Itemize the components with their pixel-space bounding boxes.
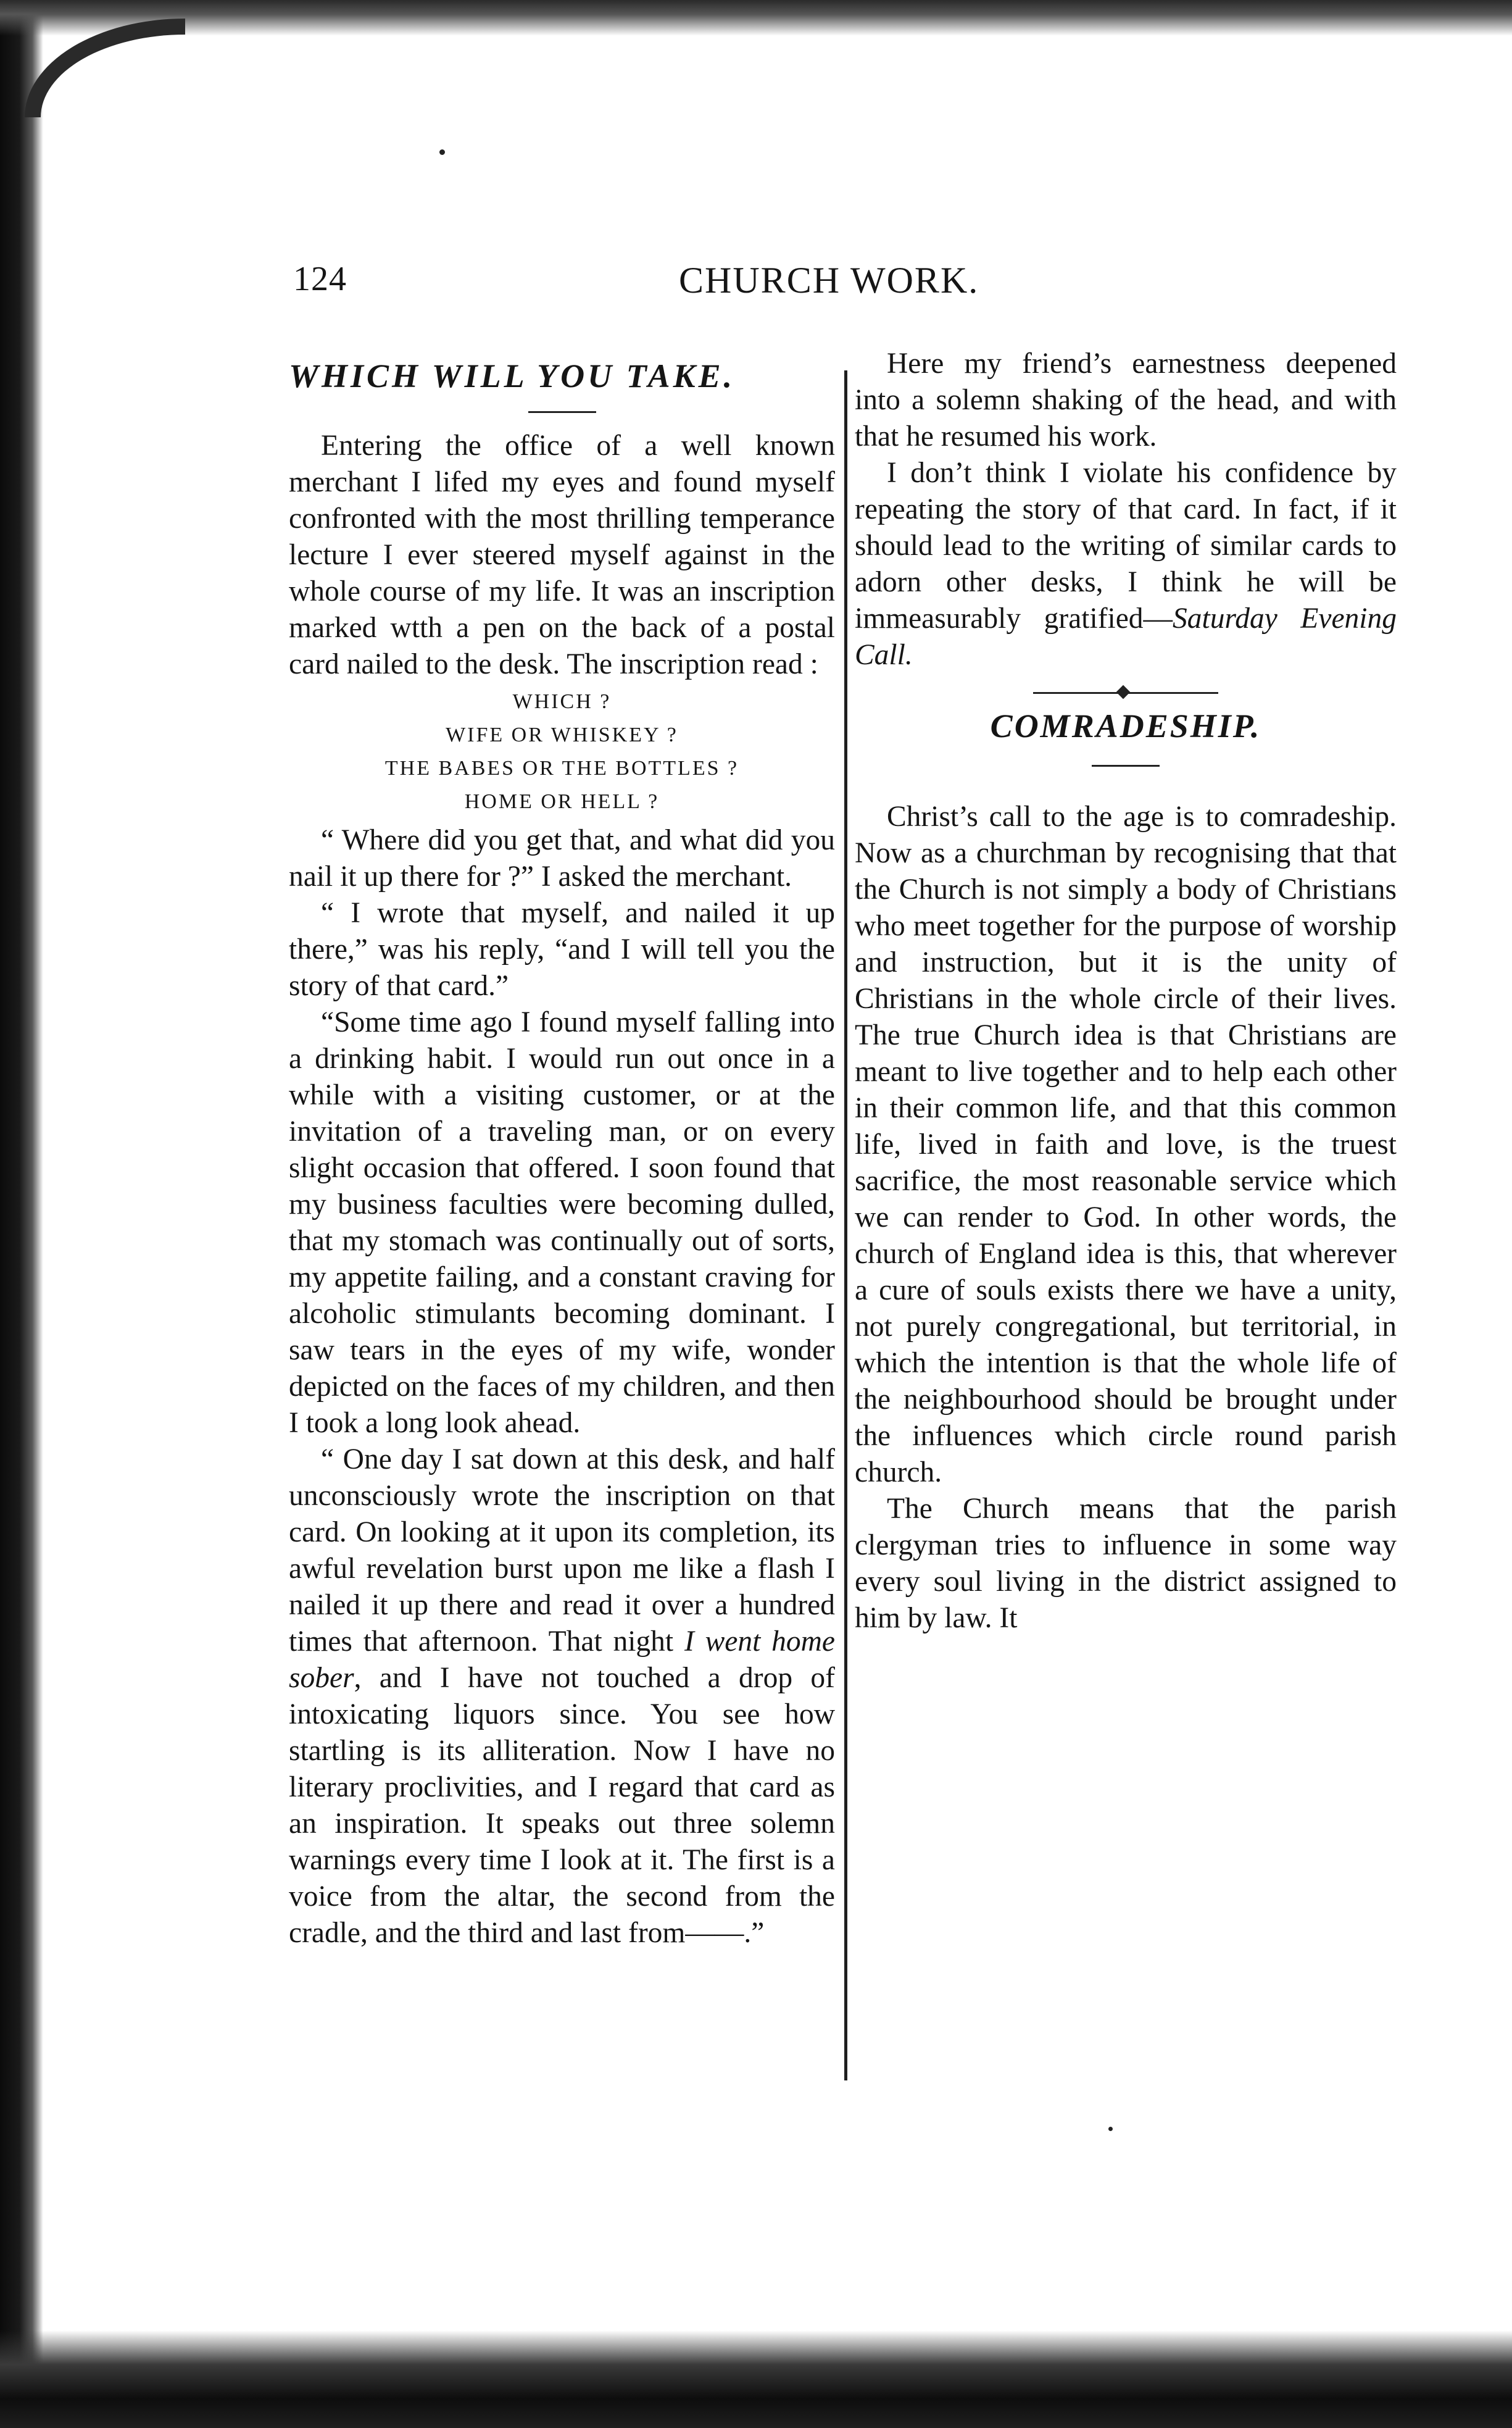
article-paragraph-continued xyxy=(289,1441,835,1951)
article-paragraph xyxy=(855,455,1397,674)
article-title-comradeship: COMRADESHIP. xyxy=(990,707,1261,745)
emphasis-text: I went home sober xyxy=(289,1625,835,1694)
diamond-icon xyxy=(1116,685,1131,699)
scan-edge-bottom xyxy=(0,2330,1512,2428)
scan-edge-left xyxy=(0,0,43,2428)
article-paragraph: Christ’s call to the age is to comradeship. Now as a churchman by recognising that that the Church is not simply a body of Christians who meet together for the purpose of worship and instruction, but it is the unity of Christians in the whole circle of their lives. The true Church idea is that Christians are meant to live together and to help each other in their common life, and that this common life, lived in faith and love, is the truest sacrifice, the most reasonable service which we can render to God. In other words, the church of England idea is this, that wherever a cure of souls exists there we have a unity, not purely congregational, but territorial, in which the intention is that the whole life of the neighbourhood should be brought under the influences which circle round parish church. xyxy=(855,801,1397,1488)
paragraph-text: “ One day I sat down at this desk, and half unconsciously wrote the inscription on that card. On looking at it upon its completion, its awful revelation burst upon me like a flash I nailed it up there and read it over a hundred times that afternoon. That night xyxy=(289,1443,835,1658)
page-header xyxy=(0,259,1512,315)
speck-mark xyxy=(1108,2127,1113,2131)
left-column xyxy=(289,346,835,1951)
article-paragraph: Entering the office of a well known merchant I lifed my eyes and found myself confronted with the most thrilling temperance lecture I ever steered myself against in the whole course of my life. It was an inscription marked wtth a pen on the back of a postal card nailed to the desk. The inscription read : xyxy=(289,430,835,680)
article-paragraph: The Church means that the parish clergyman tries to influence in some way every soul living in the district assigned to him by law. It xyxy=(855,1493,1397,1634)
article-paragraph: “ I wrote that myself, and nailed it up there,” was his reply, “and I will tell you the story of that card.” xyxy=(289,897,835,1002)
inscription-line: WIFE OR WHISKEY ? xyxy=(446,724,678,746)
article-paragraph: Here my friend’s earnestness deepened into a solemn shaking of the head, and with that he resumed his work. xyxy=(855,348,1397,453)
speck-mark xyxy=(439,149,445,155)
source-citation: Saturday Evening Call. xyxy=(855,603,1397,671)
paragraph-text: , and I have not touched a drop of intoxicating liquors since. You see how startling is its alliteration. Now I have no literary proclivities, and I regard that card as an inspiration. It speaks out three solemn warnings every time I look at it. The first is a voice from the altar, the second from the cradle, and the third and last from——.” xyxy=(289,1662,835,1949)
scan-edge-top xyxy=(0,0,1512,36)
article-paragraph: “Some time ago I found myself falling into a drinking habit. I would run out once in a while with a visiting customer, or at the invitation of a traveling man, or on every slight occasion that offered. I soon found that my business faculties were becoming dulled, that my stomach was continually out of sorts, my appetite failing, and a constant craving for alcoholic stimulants becoming dominant. I saw tears in the eyes of my wife, wonder depicted on the faces of my children, and then I took a long look ahead. xyxy=(289,1006,835,1439)
right-column xyxy=(855,346,1397,1637)
card-inscription xyxy=(289,685,835,819)
title-rule xyxy=(1092,765,1160,767)
inscription-line: HOME OR HELL ? xyxy=(464,790,660,813)
running-head: CHURCH WORK. xyxy=(679,260,979,301)
inscription-line: THE BABES OR THE BOTTLES ? xyxy=(384,757,739,780)
section-ornament xyxy=(1033,683,1218,702)
article-title-which-will-you-take: WHICH WILL YOU TAKE. xyxy=(289,357,736,394)
article-paragraph: “ Where did you get that, and what did you nail it up there for ?” I asked the merchant. xyxy=(289,824,835,893)
inscription-line: WHICH ? xyxy=(512,690,612,713)
title-rule xyxy=(528,411,596,413)
page-number: 124 xyxy=(293,260,347,298)
paragraph-text: I don’t think I violate his confidence by repeating the story of that card. In fact, if it should lead to the writing of similar cards to adorn other desks, I think he will be immeasurably gratified— xyxy=(855,457,1397,635)
column-divider xyxy=(844,370,847,2080)
